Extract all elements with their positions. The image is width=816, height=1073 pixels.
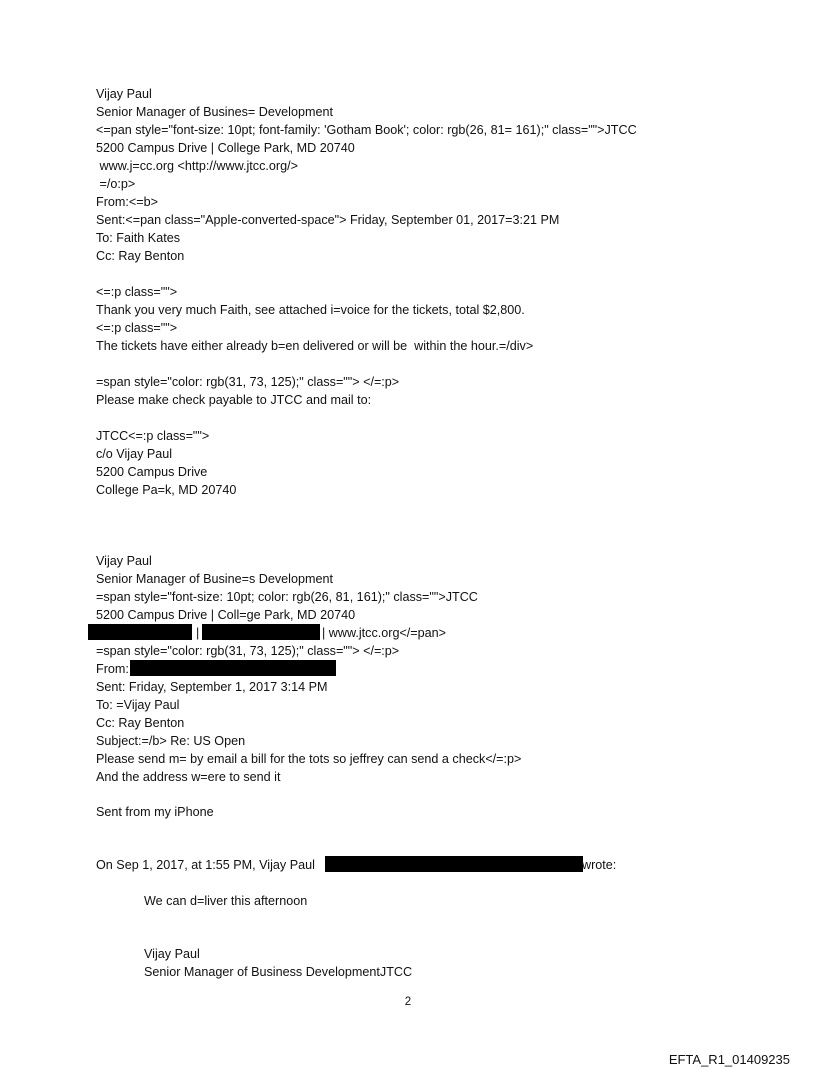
redaction-box (88, 624, 192, 640)
quoted-sender-name: Vijay Paul (144, 947, 200, 961)
address-line: College Pa=k, MD 20740 (96, 483, 237, 497)
quote-header-suffix: wrote: (582, 858, 617, 872)
to-line: To: Faith Kates (96, 231, 180, 245)
redaction-box (202, 624, 320, 640)
from-line: From:<=b> (96, 195, 158, 209)
website-line: www.j=cc.org <http://www.jtcc.org/> (96, 159, 298, 173)
subject-line: Subject:=/b> Re: US Open (96, 734, 246, 748)
html-fragment-line: =span style="color: rgb(31, 73, 125);" class=""> </=:p> (96, 375, 400, 389)
address-line: 5200 Campus Drive | College Park, MD 20740 (96, 141, 355, 155)
body-line: Please make check payable to JTCC and mail to: (96, 393, 372, 407)
sender-title: Senior Manager of Busine=s Development (96, 572, 333, 586)
from-label: From: (96, 662, 129, 676)
address-line: c/o Vijay Paul (96, 447, 173, 461)
address-line: JTCC<=:p class=""> (96, 429, 210, 443)
sent-line: Sent:<=pan class="Apple-converted-space"> Friday, September 01, 2017=3:21 PM (96, 213, 560, 227)
bates-number: EFTA_R1_01409235 (668, 1052, 790, 1067)
body-line: Please send m= by email a bill for the tots so jeffrey can send a check</=:p> (96, 752, 522, 766)
address-line: 5200 Campus Drive | Coll=ge Park, MD 20740 (96, 608, 356, 622)
page-number: 2 (404, 996, 412, 1008)
address-line: 5200 Campus Drive (96, 465, 208, 479)
sender-title: Senior Manager of Busines= Development (96, 105, 333, 119)
sender-name: Vijay Paul (96, 554, 152, 568)
html-fragment-line: =span style="color: rgb(31, 73, 125);" class=""> </=:p> (96, 644, 400, 658)
body-line: Thank you very much Faith, see attached i=voice for the tickets, total $2,800. (96, 303, 525, 317)
html-fragment-line: <=:p class=""> (96, 285, 178, 299)
html-fragment-line: =/o:p> (96, 177, 136, 191)
sent-line: Sent: Friday, September 1, 2017 3:14 PM (96, 680, 328, 694)
quote-header-prefix: On Sep 1, 2017, at 1:55 PM, Vijay Paul (96, 858, 315, 872)
separator-text: | (196, 626, 200, 640)
redaction-box (130, 660, 336, 676)
sender-name: Vijay Paul (96, 87, 152, 101)
body-line: And the address w=ere to send it (96, 770, 281, 784)
quoted-body-line: We can d=liver this afternoon (144, 894, 308, 908)
redaction-box (325, 856, 583, 872)
html-fragment-line: <=pan style="font-size: 10pt; font-family: 'Gotham Book'; color: rgb(26, 81= 161);" class="">JTCC (96, 123, 637, 137)
website-line: | www.jtcc.org</=pan> (322, 626, 447, 640)
mobile-signature: Sent from my iPhone (96, 805, 214, 819)
to-line: To: =Vijay Paul (96, 698, 180, 712)
quoted-sender-title: Senior Manager of Business DevelopmentJTCC (144, 965, 413, 979)
cc-line: Cc: Ray Benton (96, 716, 185, 730)
html-fragment-line: =span style="font-size: 10pt; color: rgb(26, 81, 161);" class="">JTCC (96, 590, 478, 604)
html-fragment-line: <=:p class=""> (96, 321, 178, 335)
cc-line: Cc: Ray Benton (96, 249, 185, 263)
body-line: The tickets have either already b=en delivered or will be within the hour.=/div> (96, 339, 534, 353)
